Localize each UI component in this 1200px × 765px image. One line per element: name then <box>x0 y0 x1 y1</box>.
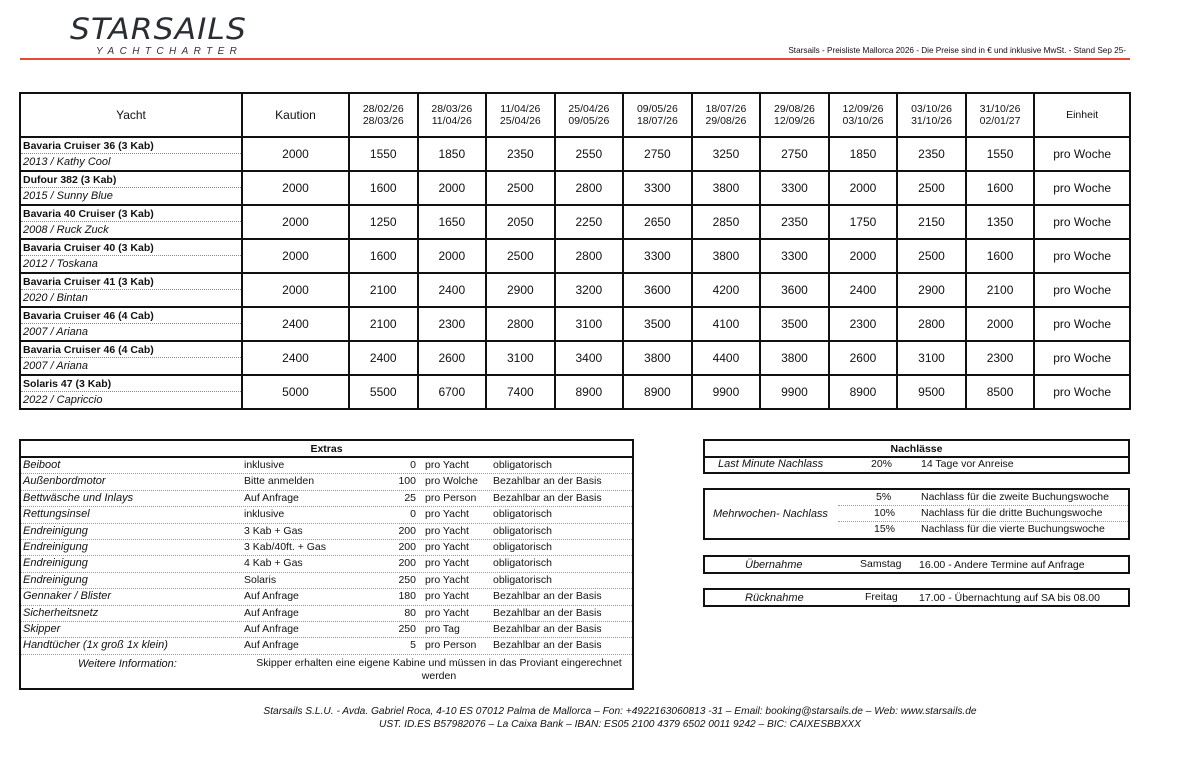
kaution-cell: 2400 <box>242 307 349 341</box>
extra-condition: 3 Kab + Gas <box>244 524 303 537</box>
yacht-row <box>20 375 1130 409</box>
extras-row <box>21 638 632 654</box>
multi-week-label: Mehrwochen- Nachlass <box>713 508 828 520</box>
price-cell: 1250 <box>349 205 418 239</box>
col-period: 12/09/26 03/10/26 <box>829 93 898 137</box>
price-cell: 2000 <box>829 171 898 205</box>
price-cell: 2750 <box>623 137 692 171</box>
price-cell: 2500 <box>897 171 966 205</box>
kaution-cell: 2000 <box>242 205 349 239</box>
extra-price: 80 <box>404 606 416 619</box>
price-cell: 1600 <box>349 239 418 273</box>
yacht-name: 2008 / Ruck Zuck <box>23 224 109 236</box>
col-period: 29/08/26 12/09/26 <box>760 93 829 137</box>
price-cell: 3250 <box>692 137 761 171</box>
yacht-model: Bavaria Cruiser 46 (4 Cab) <box>21 308 241 324</box>
yacht-model: Bavaria 40 Cruiser (3 Kab) <box>21 206 241 222</box>
extra-name: Endreinigung <box>23 540 88 553</box>
price-cell: 2250 <box>555 205 624 239</box>
yacht-name: 2007 / Ariana <box>23 360 89 372</box>
yacht-model: Bavaria Cruiser 40 (3 Kab) <box>21 240 241 256</box>
extra-unit: pro Yacht <box>425 590 469 603</box>
price-cell: 2050 <box>486 205 555 239</box>
price-cell: 6700 <box>418 375 487 409</box>
checkin-label: Übernahme <box>745 559 803 571</box>
price-cell: 2000 <box>829 239 898 273</box>
price-cell: 1850 <box>829 137 898 171</box>
price-cell: 2300 <box>418 307 487 341</box>
extra-price: 0 <box>410 508 416 521</box>
extra-note: Bezahlbar an der Basis <box>493 606 602 619</box>
extra-note: Bezahlbar an der Basis <box>493 491 602 504</box>
price-cell: 9900 <box>692 375 761 409</box>
price-cell: 3500 <box>760 307 829 341</box>
price-cell: 3800 <box>692 239 761 273</box>
price-cell: 2900 <box>897 273 966 307</box>
unit-cell: pro Woche <box>1034 375 1130 409</box>
yacht-name: 2012 / Toskana <box>23 258 98 270</box>
price-cell: 2800 <box>486 307 555 341</box>
yacht-row <box>20 273 1130 307</box>
price-cell: 5500 <box>349 375 418 409</box>
kaution-cell: 5000 <box>242 375 349 409</box>
extra-note: obligatorisch <box>493 524 552 537</box>
footer <box>0 705 1200 731</box>
price-cell: 8900 <box>829 375 898 409</box>
price-cell: 1600 <box>966 171 1035 205</box>
extra-name: Endreinigung <box>23 573 88 586</box>
discount-text: Nachlass für die zweite Buchungswoche <box>921 491 1109 503</box>
extras-info <box>21 655 632 695</box>
extra-condition: Bitte anmelden <box>244 475 315 488</box>
price-cell: 2350 <box>897 137 966 171</box>
discount-value: 5% <box>876 491 892 503</box>
yacht-model: Solaris 47 (3 Kab) <box>21 376 241 392</box>
price-cell: 2400 <box>418 273 487 307</box>
checkin-day: Samstag <box>860 558 902 570</box>
price-cell: 3600 <box>760 273 829 307</box>
price-cell: 3500 <box>623 307 692 341</box>
extra-condition: Auf Anfrage <box>244 622 299 635</box>
yacht-cell <box>20 307 242 341</box>
extra-note: Bezahlbar an der Basis <box>493 622 602 635</box>
unit-cell: pro Woche <box>1034 239 1130 273</box>
discount-value: 15% <box>874 523 896 535</box>
logo-wordmark: STARSAILS <box>70 12 247 46</box>
yacht-model: Bavaria Cruiser 41 (3 Kab) <box>21 274 241 290</box>
checkout-box <box>703 588 1130 607</box>
col-period: 31/10/26 02/01/27 <box>966 93 1035 137</box>
checkout-day: Freitag <box>865 591 898 603</box>
checkin-text: 16.00 - Andere Termine auf Anfrage <box>919 559 1085 571</box>
extras-row <box>21 556 632 572</box>
extra-name: Rettungsinsel <box>23 508 90 521</box>
price-cell: 3300 <box>623 171 692 205</box>
extras-row <box>21 589 632 605</box>
checkout-label: Rücknahme <box>745 592 804 604</box>
extra-name: Skipper <box>23 622 61 635</box>
extra-name: Bettwäsche und Inlays <box>23 491 134 504</box>
col-yacht: Yacht <box>20 93 242 137</box>
extra-note: Bezahlbar an der Basis <box>493 590 602 603</box>
extras-row <box>21 507 632 523</box>
price-cell: 3800 <box>760 341 829 375</box>
price-cell: 9500 <box>897 375 966 409</box>
col-period: 09/05/26 18/07/26 <box>623 93 692 137</box>
extra-condition: inklusive <box>244 508 285 521</box>
extra-note: Bezahlbar an der Basis <box>493 475 602 488</box>
last-minute-text: 14 Tage vor Anreise <box>921 458 1014 470</box>
extra-price: 180 <box>398 590 416 603</box>
last-minute-row <box>705 458 1128 472</box>
extra-note: obligatorisch <box>493 557 552 570</box>
price-cell: 3200 <box>555 273 624 307</box>
extra-condition: Auf Anfrage <box>244 590 299 603</box>
yacht-name: 2015 / Sunny Blue <box>23 190 113 202</box>
extra-condition: 4 Kab + Gas <box>244 557 303 570</box>
price-cell: 2500 <box>486 239 555 273</box>
extra-note: obligatorisch <box>493 573 552 586</box>
logo-tagline: YACHTCHARTER <box>96 46 243 57</box>
extra-condition: 3 Kab/40ft. + Gas <box>244 540 327 553</box>
extra-condition: Auf Anfrage <box>244 639 299 652</box>
yacht-model: Bavaria Cruiser 46 (4 Cab) <box>21 342 241 358</box>
price-cell: 2800 <box>897 307 966 341</box>
col-kaution: Kaution <box>242 93 349 137</box>
kaution-cell: 2000 <box>242 239 349 273</box>
extra-condition: Auf Anfrage <box>244 491 299 504</box>
discount-text: Nachlass für die dritte Buchungswoche <box>921 507 1103 519</box>
extra-name: Sicherheitsnetz <box>23 606 99 619</box>
yacht-cell <box>20 239 242 273</box>
price-cell: 4400 <box>692 341 761 375</box>
yacht-row <box>20 307 1130 341</box>
price-cell: 2550 <box>555 137 624 171</box>
unit-cell: pro Woche <box>1034 341 1130 375</box>
price-cell: 2300 <box>966 341 1035 375</box>
extra-name: Handtücher (1x groß 1x klein) <box>23 639 168 652</box>
discounts-title: Nachlässe <box>705 441 1128 458</box>
multi-week-row <box>838 490 1128 506</box>
price-cell: 1550 <box>966 137 1035 171</box>
info-label: Weitere Information: <box>78 657 177 670</box>
extra-name: Endreinigung <box>23 557 88 570</box>
price-cell: 2800 <box>555 239 624 273</box>
kaution-cell: 2000 <box>242 171 349 205</box>
col-period: 28/02/26 28/03/26 <box>349 93 418 137</box>
extra-price: 250 <box>398 622 416 635</box>
kaution-cell: 2000 <box>242 273 349 307</box>
extra-unit: pro Yacht <box>425 459 469 471</box>
extra-unit: pro Person <box>425 639 477 652</box>
discount-text: Nachlass für die vierte Buchungswoche <box>921 523 1105 535</box>
extra-unit: pro Yacht <box>425 540 469 553</box>
yacht-name: 2007 / Ariana <box>23 326 89 338</box>
price-cell: 9900 <box>760 375 829 409</box>
price-cell: 2900 <box>486 273 555 307</box>
extra-note: obligatorisch <box>493 508 552 521</box>
price-cell: 2000 <box>966 307 1035 341</box>
price-cell: 2800 <box>555 171 624 205</box>
unit-cell: pro Woche <box>1034 205 1130 239</box>
last-minute-value: 20% <box>871 458 893 470</box>
extras-row <box>21 540 632 556</box>
extras-row <box>21 622 632 638</box>
price-cell: 2650 <box>623 205 692 239</box>
extra-name: Endreinigung <box>23 524 88 537</box>
price-cell: 2500 <box>486 171 555 205</box>
extra-price: 200 <box>398 540 416 553</box>
yacht-row <box>20 341 1130 375</box>
extra-unit: pro Tag <box>425 622 460 635</box>
extra-price: 250 <box>398 573 416 586</box>
price-cell: 3600 <box>623 273 692 307</box>
yacht-model: Dufour 382 (3 Kab) <box>21 172 241 188</box>
extra-name: Außenbordmotor <box>23 475 106 488</box>
yacht-cell <box>20 375 242 409</box>
price-cell: 2100 <box>349 307 418 341</box>
extras-row <box>21 458 632 474</box>
extra-price: 25 <box>404 491 416 504</box>
extra-price: 200 <box>398 524 416 537</box>
price-cell: 3300 <box>760 239 829 273</box>
price-cell: 2850 <box>692 205 761 239</box>
header-divider <box>20 58 1130 60</box>
col-period: 03/10/26 31/10/26 <box>897 93 966 137</box>
yacht-name: 2013 / Kathy Cool <box>23 156 111 168</box>
discount-value: 10% <box>874 507 896 519</box>
kaution-cell: 2400 <box>242 341 349 375</box>
yacht-row <box>20 137 1130 171</box>
price-cell: 2300 <box>829 307 898 341</box>
price-table-header <box>20 93 1130 137</box>
price-cell: 4100 <box>692 307 761 341</box>
extra-unit: pro Yacht <box>425 508 469 521</box>
yacht-cell <box>20 171 242 205</box>
footer-line-address: Starsails S.L.U. - Avda. Gabriel Roca, 4-10 ES 07012 Palma de Mallorca – Fon: +4922163060813 -31 – Email: booking@starsails.de – Web: www.starsails.de <box>263 706 977 717</box>
price-table <box>19 92 1131 410</box>
col-unit: Einheit <box>1034 93 1130 137</box>
price-cell: 3400 <box>555 341 624 375</box>
price-cell: 3100 <box>555 307 624 341</box>
starsails-logo <box>70 14 260 60</box>
yacht-cell <box>20 341 242 375</box>
yacht-name: 2020 / Bintan <box>23 292 88 304</box>
yacht-cell <box>20 273 242 307</box>
price-cell: 8900 <box>623 375 692 409</box>
unit-cell: pro Woche <box>1034 171 1130 205</box>
yacht-name: 2022 / Capriccio <box>23 394 103 406</box>
price-cell: 2150 <box>897 205 966 239</box>
multi-week-discount-box <box>703 488 1130 540</box>
price-cell: 3100 <box>486 341 555 375</box>
extra-note: obligatorisch <box>493 540 552 553</box>
price-cell: 1600 <box>349 171 418 205</box>
extra-condition: Solaris <box>244 573 277 586</box>
extras-row <box>21 474 632 490</box>
price-cell: 1550 <box>349 137 418 171</box>
discounts-box <box>703 439 1130 474</box>
price-cell: 2400 <box>829 273 898 307</box>
multi-week-row <box>838 506 1128 522</box>
unit-cell: pro Woche <box>1034 273 1130 307</box>
extra-note: Bezahlbar an der Basis <box>493 639 602 652</box>
extra-condition: inklusive <box>244 459 285 471</box>
price-cell: 3300 <box>760 171 829 205</box>
price-cell: 2100 <box>966 273 1035 307</box>
extra-name: Gennaker / Blister <box>23 590 112 603</box>
price-cell: 2600 <box>829 341 898 375</box>
extras-table <box>19 439 634 690</box>
price-cell: 3100 <box>897 341 966 375</box>
price-cell: 1750 <box>829 205 898 239</box>
extra-note: obligatorisch <box>493 459 552 471</box>
price-cell: 3800 <box>623 341 692 375</box>
price-cell: 1850 <box>418 137 487 171</box>
checkin-box <box>703 555 1130 574</box>
extra-name: Beiboot <box>23 459 61 471</box>
price-cell: 2000 <box>418 239 487 273</box>
unit-cell: pro Woche <box>1034 137 1130 171</box>
price-cell: 7400 <box>486 375 555 409</box>
price-cell: 8900 <box>555 375 624 409</box>
extras-row <box>21 491 632 507</box>
price-cell: 2350 <box>486 137 555 171</box>
price-cell: 3800 <box>692 171 761 205</box>
price-cell: 2400 <box>349 341 418 375</box>
footer-line-bank: UST. ID.ES B57982076 – La Caixa Bank – IBAN: ES05 2100 4379 6502 0011 9242 – BIC: CAIXESBBXXX <box>379 719 861 730</box>
price-cell: 2000 <box>418 171 487 205</box>
col-period: 11/04/26 25/04/26 <box>486 93 555 137</box>
price-cell: 2350 <box>760 205 829 239</box>
extra-unit: pro Wolche <box>425 475 478 488</box>
extra-condition: Auf Anfrage <box>244 606 299 619</box>
extras-row <box>21 524 632 540</box>
col-period: 18/07/26 29/08/26 <box>692 93 761 137</box>
price-cell: 1600 <box>966 239 1035 273</box>
info-text: Skipper erhalten eine eigene Kabine und müssen in das Proviant eingerechnet werden <box>256 656 622 682</box>
price-cell: 3300 <box>623 239 692 273</box>
extras-row <box>21 606 632 622</box>
price-cell: 4200 <box>692 273 761 307</box>
yacht-cell <box>20 205 242 239</box>
extras-row <box>21 573 632 589</box>
extra-unit: pro Yacht <box>425 557 469 570</box>
col-period: 25/04/26 09/05/26 <box>555 93 624 137</box>
yacht-model: Bavaria Cruiser 36 (3 Kab) <box>21 138 241 154</box>
extra-unit: pro Person <box>425 491 477 504</box>
price-cell: 2100 <box>349 273 418 307</box>
price-cell: 2750 <box>760 137 829 171</box>
kaution-cell: 2000 <box>242 137 349 171</box>
extra-unit: pro Yacht <box>425 524 469 537</box>
col-period: 28/03/26 11/04/26 <box>418 93 487 137</box>
extras-title: Extras <box>21 441 632 458</box>
yacht-row <box>20 171 1130 205</box>
last-minute-label: Last Minute Nachlass <box>718 458 824 470</box>
price-cell: 2500 <box>897 239 966 273</box>
price-cell: 1650 <box>418 205 487 239</box>
unit-cell: pro Woche <box>1034 307 1130 341</box>
yacht-cell <box>20 137 242 171</box>
extra-price: 0 <box>410 459 416 471</box>
extra-price: 200 <box>398 557 416 570</box>
extra-unit: pro Yacht <box>425 573 469 586</box>
extra-unit: pro Yacht <box>425 606 469 619</box>
price-cell: 1350 <box>966 205 1035 239</box>
checkout-text: 17.00 - Übernachtung auf SA bis 08.00 <box>919 592 1100 604</box>
extra-price: 100 <box>398 475 416 488</box>
price-cell: 2600 <box>418 341 487 375</box>
multi-week-row <box>838 522 1128 538</box>
price-cell: 8500 <box>966 375 1035 409</box>
extra-price: 5 <box>410 639 416 652</box>
yacht-row <box>20 205 1130 239</box>
yacht-row <box>20 239 1130 273</box>
price-list-note: Starsails - Preisliste Mallorca 2026 - Die Preise sind in € und inklusive MwSt. - Stand Sep 25- <box>788 46 1126 55</box>
